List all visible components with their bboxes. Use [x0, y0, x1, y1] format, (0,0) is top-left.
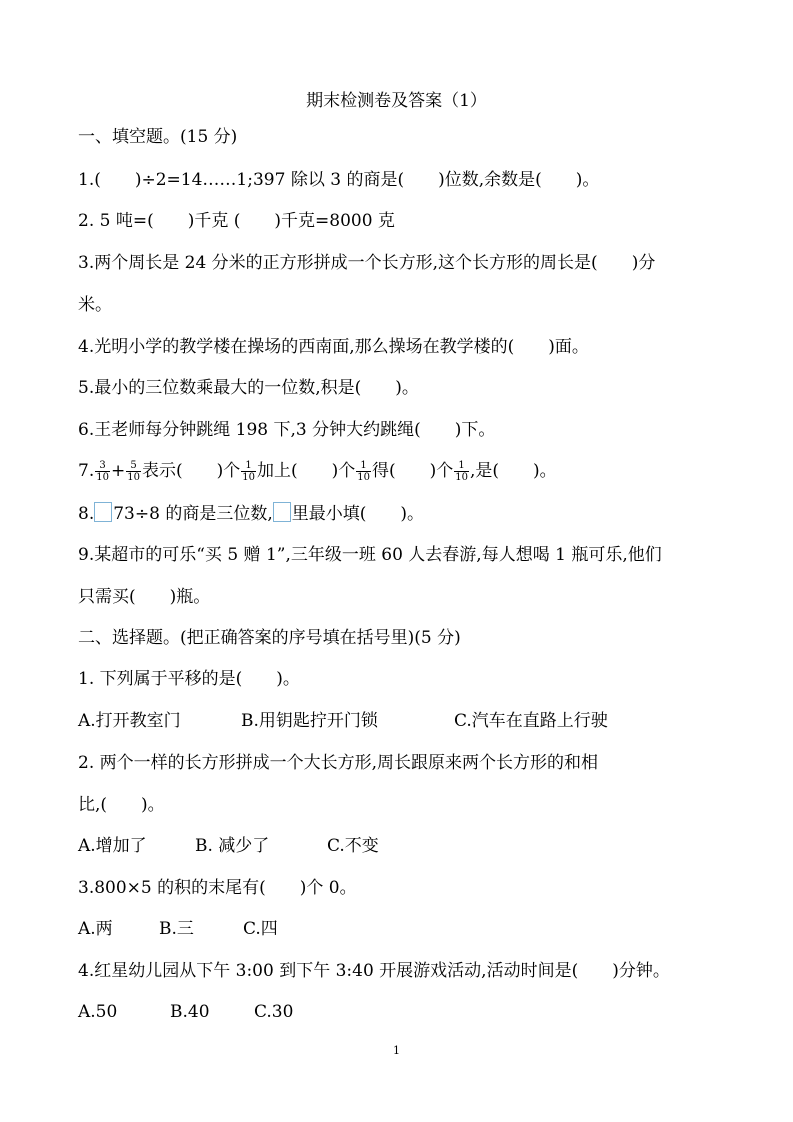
option-b: B.40 [170, 1002, 210, 1022]
blank-square-box [94, 502, 112, 522]
question-1-8 [78, 502, 424, 525]
q8-text1: 73÷8 的商是三位数, [113, 504, 273, 524]
page-number: 1 [393, 1044, 400, 1057]
question-1-9-line2: 只需买( )瓶。 [78, 587, 211, 607]
q8-text2: 里最小填( )。 [291, 504, 424, 524]
question-1-3-line1: 3.两个周长是 24 分米的正方形拼成一个长方形,这个长方形的周长是( )分 [78, 253, 656, 273]
fraction-1-10 [454, 460, 469, 483]
frac-num: 1 [454, 460, 469, 472]
option-a: A.打开教室门 [78, 711, 181, 731]
frac-num: 1 [356, 460, 371, 472]
question-1-2: 2. 5 吨=( )千克 ( )千克=8000 克 [78, 211, 395, 231]
frac-den: 10 [242, 472, 255, 483]
option-c: C.30 [254, 1002, 294, 1022]
frac-num: 3 [95, 460, 110, 472]
question-1-7 [78, 456, 557, 486]
q8-prefix: 8. [78, 504, 95, 524]
section1-header: 一、填空题。(15 分) [78, 127, 238, 147]
question-1-4: 4.光明小学的教学楼在操场的西南面,那么操场在教学楼的( )面。 [78, 337, 589, 357]
frac-num: 5 [126, 460, 141, 472]
question-1-3-line2: 米。 [78, 295, 112, 315]
option-c: C.不变 [327, 836, 379, 856]
q7-text2: 加上( )个 [256, 461, 356, 481]
question-1-6: 6.王老师每分钟跳绳 198 下,3 分钟大约跳绳( )下。 [78, 420, 496, 440]
q7-text3: 得( )个 [371, 461, 454, 481]
frac-den: 10 [455, 472, 468, 483]
option-a: A.增加了 [78, 836, 147, 856]
question-2-1-options [78, 710, 608, 732]
question-2-2-options [78, 835, 379, 857]
q7-prefix: 7. [78, 461, 95, 481]
fraction-5-10 [126, 460, 141, 483]
plus-sign: + [110, 461, 126, 481]
frac-den: 10 [127, 472, 140, 483]
option-b: B. 减少了 [195, 836, 270, 856]
question-2-4-options [78, 1001, 293, 1023]
fraction-1-10 [356, 460, 371, 483]
option-b: B.三 [159, 919, 194, 939]
question-2-1: 1. 下列属于平移的是( )。 [78, 669, 300, 689]
option-c: C.汽车在直路上行驶 [454, 711, 608, 731]
question-1-9-line1: 9.某超市的可乐“买 5 赠 1”,三年级一班 60 人去春游,每人想喝 1 瓶可乐,他们 [78, 545, 662, 565]
option-a: A.两 [78, 919, 113, 939]
question-2-4: 4.红星幼儿园从下午 3:00 到下午 3:40 开展游戏活动,活动时间是( )分钟。 [78, 961, 670, 981]
fraction-1-10 [241, 460, 256, 483]
question-2-2-line1: 2. 两个一样的长方形拼成一个大长方形,周长跟原来两个长方形的和相 [78, 753, 599, 773]
question-2-3: 3.800×5 的积的末尾有( )个 0。 [78, 878, 357, 898]
frac-num: 1 [241, 460, 256, 472]
frac-den: 10 [357, 472, 370, 483]
option-a: A.50 [78, 1002, 118, 1022]
fraction-3-10 [95, 460, 110, 483]
q7-text4: ,是( )。 [469, 461, 557, 481]
q7-text1: 表示( )个 [141, 461, 241, 481]
question-1-5: 5.最小的三位数乘最大的一位数,积是( )。 [78, 378, 419, 398]
page-title: 期末检测卷及答案（1） [306, 91, 487, 111]
frac-den: 10 [96, 472, 109, 483]
option-b: B.用钥匙拧开门锁 [241, 711, 378, 731]
question-2-2-line2: 比,( )。 [78, 795, 165, 815]
option-c: C.四 [243, 919, 278, 939]
blank-square-box [273, 502, 291, 522]
section2-header: 二、选择题。(把正确答案的序号填在括号里)(5 分) [78, 628, 461, 648]
question-2-3-options [78, 918, 278, 940]
question-1-1: 1.( )÷2=14……1;397 除以 3 的商是( )位数,余数是( )。 [78, 170, 600, 190]
